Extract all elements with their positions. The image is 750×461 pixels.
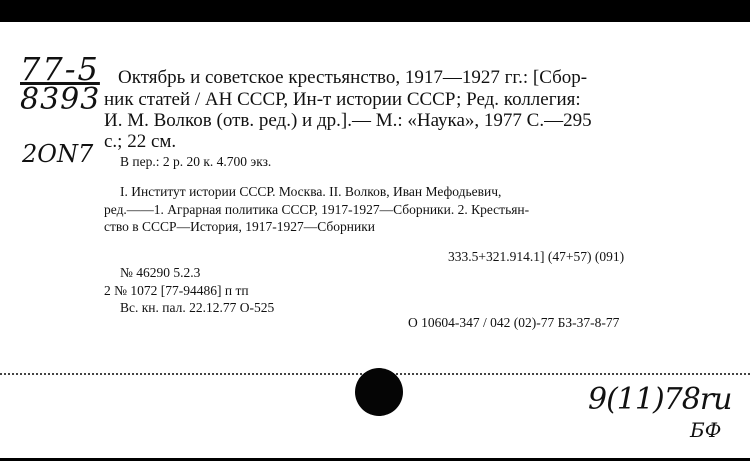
catalog-card [0,22,750,461]
handwritten-signature: 9(11)78ru [588,382,732,417]
subjects-line-1: I. Институт истории СССР. Москва. II. Волков, Иван Мефодьевич, [120,184,502,199]
index-code: О 10604-347 / 042 (02)-77 БЗ-37-8-77 [408,315,620,330]
handwritten-mark: 2ON7 [22,140,94,168]
book-chamber-date: Вс. кн. пал. 22.12.77 О-525 [120,300,275,315]
subjects-line-3: ство в СССР—История, 1917-1927—Сборники [104,219,375,234]
handwritten-initials: БФ [690,418,722,442]
punch-hole [355,368,403,416]
card-number: № 46290 5.2.3 [120,265,201,280]
subjects-line-2: ред.——1. Аграрная политика СССР, 1917-1927—Сборники. 2. Крестьян- [104,202,530,217]
description-line-2: ник статей / АН СССР, Ин-т истории СССР; Ред. коллегия: [104,89,581,110]
handwritten-shelf-code-2: 8393 [20,82,101,117]
description-line-1: Октябрь и советское крестьянство, 1917—1927 гг.: [Сбор- [118,67,588,88]
price-line: В пер.: 2 р. 20 к. 4.700 экз. [120,154,272,169]
classification-code: 333.5+321.914.1] (47+57) (091) [448,249,625,264]
handwritten-shelf-code-1: 77-5 [20,50,100,88]
description-line-4: с.; 22 см. [104,131,177,152]
card-order-number: 2 № 1072 [77-94486] п тп [104,283,249,298]
description-line-3: И. М. Волков (отв. ред.) и др.].— М.: «Наука», 1977 С.—295 [104,110,592,131]
